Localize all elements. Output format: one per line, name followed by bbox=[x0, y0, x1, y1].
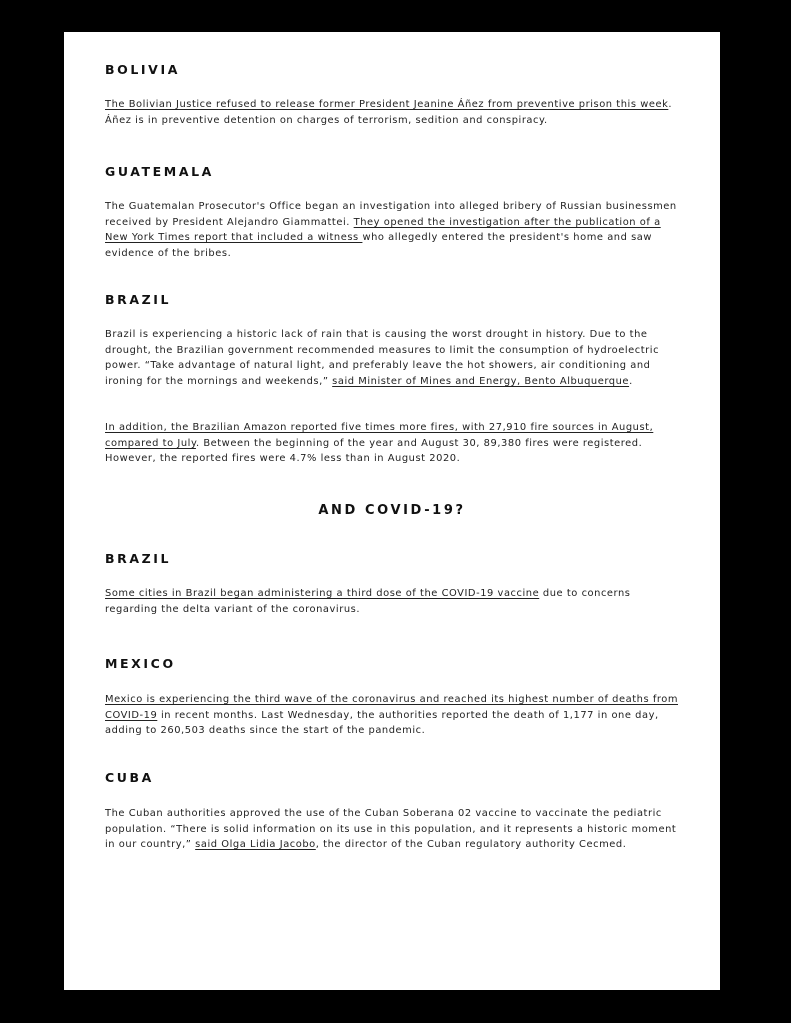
document-page bbox=[64, 32, 720, 990]
guatemala-paragraph: The Guatemalan Prosecutor's Office began an investigation into alleged bribery of Russian businessmen received by President Alejandro Giammattei. They opened the investigation after the publication of a New York Times report that included a witness who allegedly entered the president's home and saw evidence of the bribes. bbox=[105, 201, 677, 259]
section-heading-guatemala: GUATEMALA bbox=[105, 164, 214, 179]
bolivia-link[interactable]: The Bolivian Justice refused to release former President Jeanine Áñez from preventive prison this week bbox=[105, 99, 669, 110]
brazil-amazon-fires-link[interactable]: In addition, the Brazilian Amazon reported five times more fires, with 27,910 fire sources in August, compared to July bbox=[105, 422, 654, 449]
brazil-covid-paragraph: Some cities in Brazil began administering a third dose of the COVID-19 vaccine due to concerns regarding the delta variant of the coronavirus. bbox=[105, 588, 631, 615]
brazil-paragraph-1: Brazil is experiencing a historic lack of rain that is causing the worst drought in history. Due to the drought, the Brazilian government recommended measures to limit the consumption of hydroelectric power. “Take advantage of natural light, and preferably leave the hot showers, air conditioning and ironing for the mornings and weekends,” said Minister of Mines and Energy, Bento Albuquerque. bbox=[105, 329, 660, 387]
bolivia-paragraph: The Bolivian Justice refused to release former President Jeanine Áñez from preventive prison this week. Áñez is in preventive detention on charges of terrorism, sedition and conspiracy. bbox=[105, 99, 673, 126]
cuba-paragraph: The Cuban authorities approved the use of the Cuban Soberana 02 vaccine to vaccinate the pediatric population. “There is solid information on its use in this population, and it represents a historic moment in our country,” said Olga Lidia Jacobo, the director of the Cuban regulatory authority Cecmed. bbox=[105, 808, 677, 851]
section-heading-mexico: MEXICO bbox=[105, 656, 176, 671]
guatemala-link[interactable]: They opened the investigation after the publication of a New York Times report that included a witness bbox=[105, 216, 661, 244]
section-heading-cuba: CUBA bbox=[105, 770, 154, 785]
mexico-third-wave-link[interactable]: Mexico is experiencing the third wave of the coronavirus and reached its highest number of deaths from COVID-19 bbox=[105, 694, 679, 721]
brazil-minister-link[interactable]: said Minister of Mines and Energy, Bento Albuquerque bbox=[332, 375, 630, 387]
cuba-director-link[interactable]: said Olga Lidia Jacobo bbox=[195, 839, 316, 851]
covid-section-title: AND COVID-19? bbox=[318, 503, 466, 518]
section-heading-brazil-covid: BRAZIL bbox=[105, 551, 172, 566]
section-heading-bolivia: BOLIVIA bbox=[105, 62, 180, 77]
mexico-paragraph: Mexico is experiencing the third wave of the coronavirus and reached its highest number of deaths from COVID-19 in recent months. Last Wednesday, the authorities reported the death of 1,177 in one day, adding to 260,503 deaths since the start of the pandemic. bbox=[105, 694, 679, 737]
brazil-paragraph-2: In addition, the Brazilian Amazon reported five times more fires, with 27,910 fire sources in August, compared to July. Between the beginning of the year and August 30, 89,380 fires were registered. However, the reported fires were 4.7% less than in August 2020. bbox=[105, 422, 654, 465]
section-heading-brazil: BRAZIL bbox=[105, 292, 172, 307]
brazil-third-dose-link[interactable]: Some cities in Brazil began administering a third dose of the COVID-19 vaccine bbox=[105, 588, 540, 599]
